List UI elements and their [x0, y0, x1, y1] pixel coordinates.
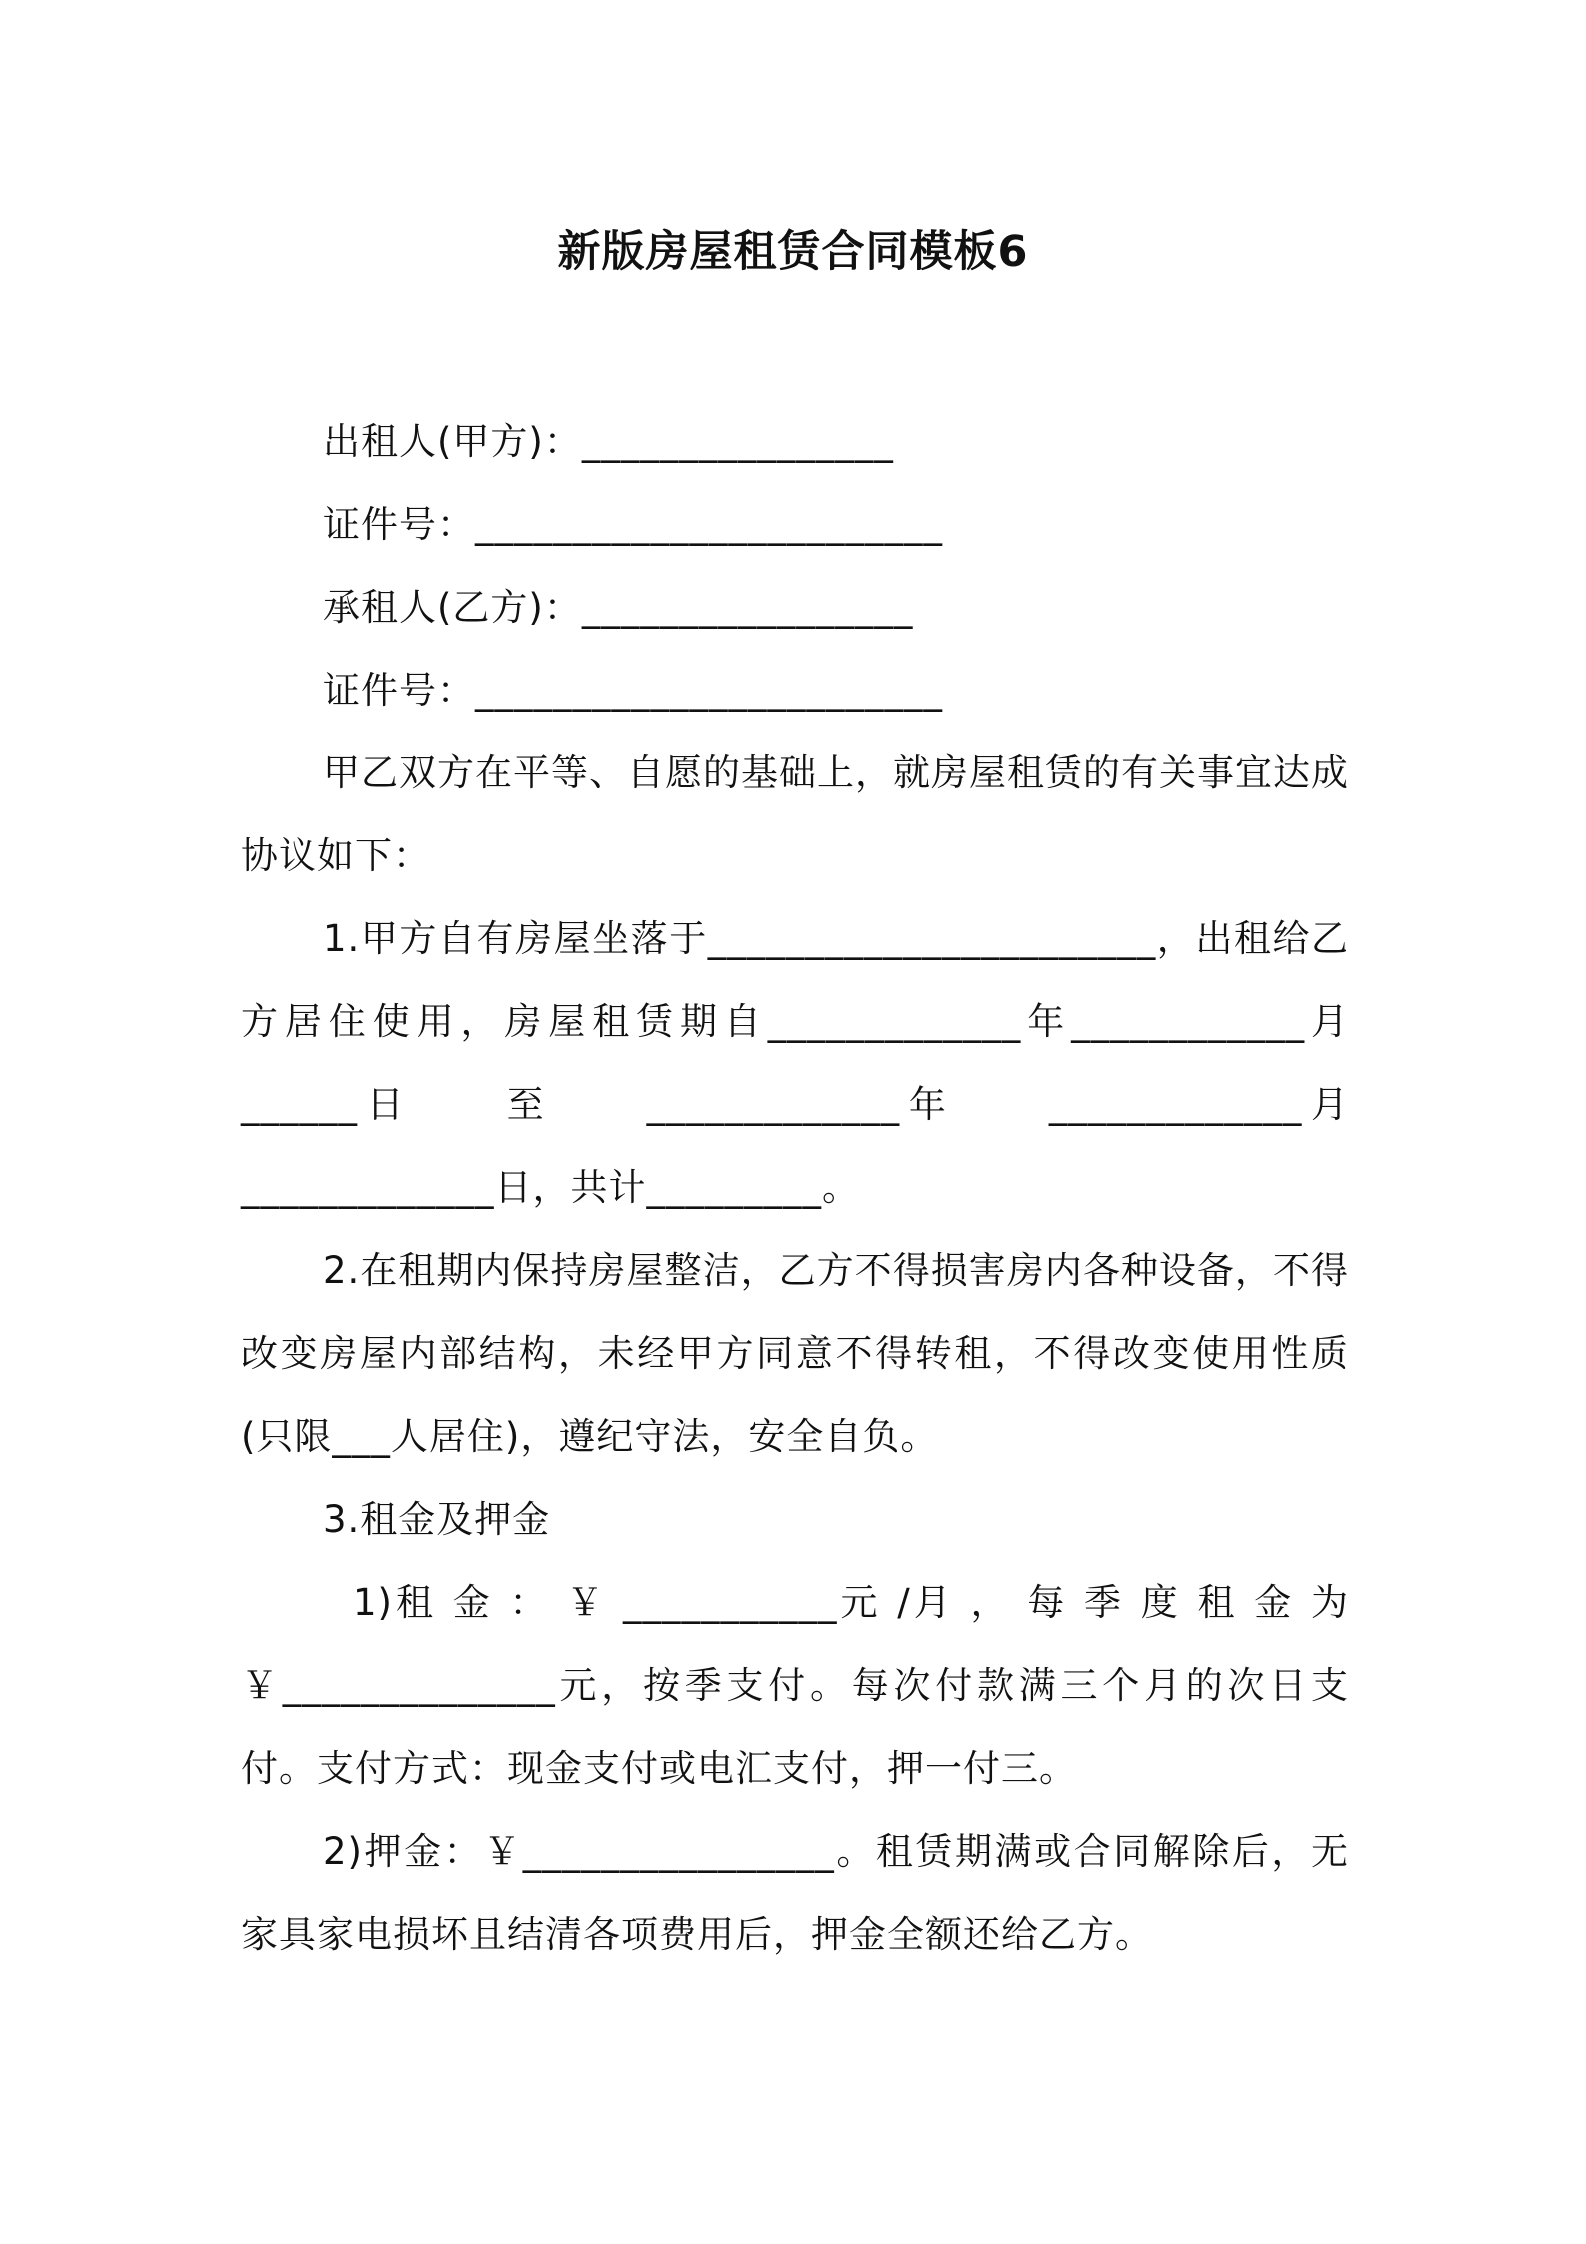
lessee-id-field: 证件号：________________________ [323, 669, 943, 712]
lessee-field: 承租人(乙方)：_________________ [323, 586, 914, 629]
clause-2: 2.在租期内保持房屋整洁，乙方不得损害房内各种设备，不得改变房屋内部结构，未经甲方同意不得转租，不得改变使用性质(只限___人居住)，遵纪守法，安全自负。 [241, 1249, 1349, 1458]
lessor-id-field: 证件号：________________________ [323, 503, 943, 546]
clause-3-heading: 3.租金及押金 [323, 1498, 551, 1541]
clause-3-deposit: 2)押金：￥________________。租赁期满或合同解除后，无家具家电损坏且结清各项费用后，押金全额还给乙方。 [241, 1830, 1349, 1956]
clause-3-rent: 1)租 金 ： ￥ ___________元 /月 ， 每 季 度 租 金 为￥______________元，按季支付。每次付款满三个月的次日支付。支付方式：现金支付或电汇支付，押一付三。 [241, 1581, 1349, 1790]
lessor-field: 出租人(甲方)：________________ [323, 420, 894, 463]
intro-paragraph: 甲乙双方在平等、自愿的基础上，就房屋租赁的有关事宜达成协议如下： [241, 751, 1349, 877]
clause-1: 1.甲方自有房屋坐落于_______________________，出租给乙方居住使用，房屋租赁期自_____________年____________月 ______日 至 _____________年 _____________月_____________日，共计_________。 [241, 917, 1425, 1209]
party-fields [241, 400, 1349, 732]
contract-body [241, 731, 1425, 1976]
document-title: 新版房屋租赁合同模板6 [557, 227, 1029, 277]
